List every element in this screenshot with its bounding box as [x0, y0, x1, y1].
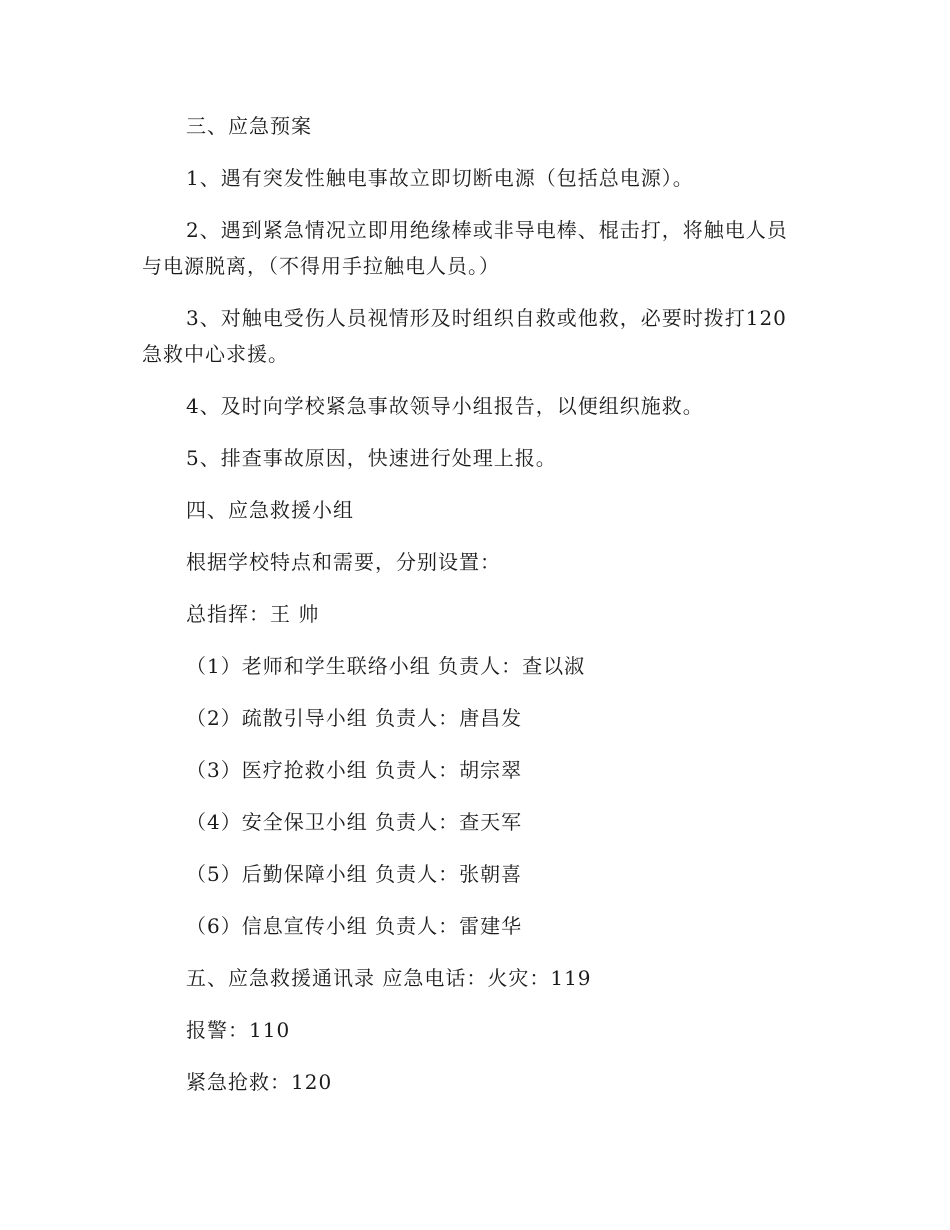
team-security-group: （4）安全保卫小组 负责人：查天军 — [186, 810, 523, 834]
plan-item-2: 2、遇到紧急情况立即用绝缘棒或非导电棒、棍击打，将触电人员与电源脱离，（不得用手拉触电人员。） — [142, 218, 788, 278]
commander-line: 总指挥：王 帅 — [186, 602, 320, 626]
team-intro: 根据学校特点和需要，分别设置： — [186, 550, 501, 574]
team-logistics-group: （5）后勤保障小组 负责人：张朝喜 — [186, 862, 523, 886]
team-publicity-group: （6）信息宣传小组 负责人：雷建华 — [186, 914, 523, 938]
section-heading-contacts: 五、应急救援通讯录 应急电话：火灾：119 — [186, 966, 592, 990]
contact-police: 报警：110 — [186, 1018, 291, 1042]
team-medical-group: （3）医疗抢救小组 负责人：胡宗翠 — [186, 758, 523, 782]
section-heading-rescue-team: 四、应急救援小组 — [186, 498, 354, 522]
plan-item-3: 3、对触电受伤人员视情形及时组织自救或他救，必要时拨打120急救中心求援。 — [142, 306, 787, 366]
document-body — [142, 108, 802, 1100]
section-heading-emergency-plan: 三、应急预案 — [186, 114, 312, 138]
plan-item-4: 4、及时向学校紧急事故领导小组报告，以便组织施救。 — [186, 394, 704, 418]
plan-item-1: 1、遇有突发性触电事故立即切断电源（包括总电源）。 — [186, 166, 694, 190]
plan-item-5: 5、排查事故原因，快速进行处理上报。 — [186, 446, 557, 470]
contact-emergency-rescue: 紧急抢救：120 — [186, 1070, 333, 1094]
team-liaison-group: （1）老师和学生联络小组 负责人：查以淑 — [186, 654, 586, 678]
team-evacuation-group: （2）疏散引导小组 负责人：唐昌发 — [186, 706, 523, 730]
